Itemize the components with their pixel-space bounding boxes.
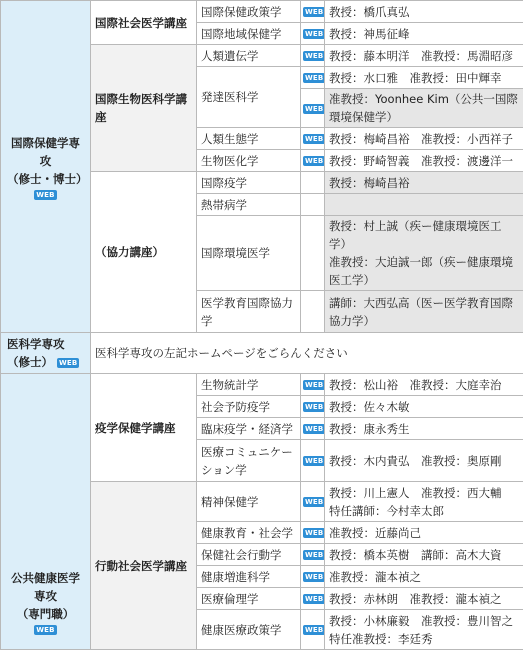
web-badge-dev-2[interactable]: WEB bbox=[303, 104, 325, 114]
web-badge-policy[interactable]: WEB bbox=[303, 7, 325, 17]
web-badge-genetics[interactable]: WEB bbox=[303, 51, 325, 61]
staff-genetics: 教授：藤本明洋 准教授：馬淵昭彦 bbox=[325, 45, 523, 67]
web-badge-health-edu[interactable]: WEB bbox=[303, 528, 325, 538]
subject-health-behavior: 保健社会行動学 bbox=[197, 544, 301, 566]
subject-biostatistics: 生物統計学 bbox=[197, 374, 301, 396]
staff-environmental: 教授：村上誠（疾ー健康環境医工学） 准教授：大迫誠一郎（疾ー健康環境医工学） bbox=[325, 216, 523, 291]
staff-dev-2: 准教授：Yoonhee Kim（公共一国際環境保健学） bbox=[325, 89, 523, 128]
web-badge-hpolicy[interactable]: WEB bbox=[303, 625, 325, 635]
subject-international-epidemiology: 国際疫学 bbox=[197, 172, 301, 194]
chair-epidemiology-health: 疫学保健学講座 bbox=[91, 374, 197, 482]
division-medical-science bbox=[1, 333, 91, 374]
web-badge-comm[interactable]: WEB bbox=[303, 456, 325, 466]
staff-tropical bbox=[325, 194, 523, 216]
subject-tropical-medicine: 熱帯病学 bbox=[197, 194, 301, 216]
web-badge-biochem[interactable]: WEB bbox=[303, 156, 325, 166]
staff-ethics: 教授：赤林朗 准教授：瀧本禎之 bbox=[325, 588, 523, 610]
web-badge-medical-science[interactable]: WEB bbox=[57, 358, 79, 368]
web-badge-biostat[interactable]: WEB bbox=[303, 380, 325, 390]
subject-mental-health: 精神保健学 bbox=[197, 482, 301, 522]
subject-health-promotion: 健康増進科学 bbox=[197, 566, 301, 588]
chair-international-biomedical: 国際生物医科学講座 bbox=[91, 45, 197, 172]
staff-policy: 教授：橋爪真弘 bbox=[325, 1, 523, 23]
web-badge-behavior[interactable]: WEB bbox=[303, 550, 325, 560]
subject-human-ecology: 人類生態学 bbox=[197, 128, 301, 150]
division-public-health bbox=[1, 374, 91, 650]
staff-ecology: 教授：梅崎昌裕 准教授：小西祥子 bbox=[325, 128, 523, 150]
chair-cooperative: （協力講座） bbox=[91, 172, 197, 333]
staff-epidemiology: 教授：梅崎昌裕 bbox=[325, 172, 523, 194]
medical-science-note: 医科学専攻の左記ホームページをごらんください bbox=[91, 333, 523, 374]
web-badge-mental[interactable]: WEB bbox=[303, 497, 325, 507]
staff-health-edu: 准教授：近藤尚己 bbox=[325, 522, 523, 544]
web-badge-ecology[interactable]: WEB bbox=[303, 134, 325, 144]
division-public-health-label: 公共健康医学専攻 （専門職） bbox=[7, 569, 84, 623]
subject-regional-health: 国際地域保健学 bbox=[197, 23, 301, 45]
staff-regional: 教授：神馬征峰 bbox=[325, 23, 523, 45]
subject-health-policy: 健康医療政策学 bbox=[197, 610, 301, 650]
web-badge-dev-1[interactable]: WEB bbox=[303, 73, 325, 83]
staff-mental: 教授：川上憲人 准教授：西大輔 特任講師：今村幸太郎 bbox=[325, 482, 523, 522]
subject-medical-education: 医学教育国際協力学 bbox=[197, 291, 301, 333]
subject-developmental-medical: 発達医科学 bbox=[197, 67, 301, 128]
subject-environmental-medicine: 国際環境医学 bbox=[197, 216, 301, 291]
staff-promo: 准教授：瀧本禎之 bbox=[325, 566, 523, 588]
subject-human-genetics: 人類遺伝学 bbox=[197, 45, 301, 67]
division-international-health bbox=[1, 1, 91, 333]
web-badge-ethics[interactable]: WEB bbox=[303, 594, 325, 604]
web-badge-public-health[interactable]: WEB bbox=[34, 625, 56, 635]
staff-prev: 教授：佐々木敏 bbox=[325, 396, 523, 418]
subject-health-education: 健康教育・社会学 bbox=[197, 522, 301, 544]
staff-clinical: 教授：康永秀生 bbox=[325, 418, 523, 440]
staff-dev-1: 教授：水口雅 准教授：田中輝幸 bbox=[325, 67, 523, 89]
web-badge-promo[interactable]: WEB bbox=[303, 572, 325, 582]
subject-biomedical-chemistry: 生物医化学 bbox=[197, 150, 301, 172]
subject-social-preventive: 社会予防疫学 bbox=[197, 396, 301, 418]
chair-behavioral-social: 行動社会医学講座 bbox=[91, 482, 197, 650]
staff-behavior: 教授：橋本英樹 講師：高木大資 bbox=[325, 544, 523, 566]
web-badge-regional[interactable]: WEB bbox=[303, 29, 325, 39]
staff-biostat: 教授：松山裕 准教授：大庭幸治 bbox=[325, 374, 523, 396]
web-badge-clinical[interactable]: WEB bbox=[303, 424, 325, 434]
staff-comm: 教授：木内貴弘 准教授：奥原剛 bbox=[325, 440, 523, 482]
subject-medical-communication: 医療コミュニケーション学 bbox=[197, 440, 301, 482]
subject-international-health-policy: 国際保健政策学 bbox=[197, 1, 301, 23]
staff-medical-education: 講師：大西弘高（医ー医学教育国際協力学） bbox=[325, 291, 523, 333]
chair-international-social-medicine: 国際社会医学講座 bbox=[91, 1, 197, 45]
staff-hpolicy: 教授：小林廉毅 准教授：豊川智之 特任准教授：李廷秀 bbox=[325, 610, 523, 650]
subject-clinical-economics: 臨床疫学・経済学 bbox=[197, 418, 301, 440]
division-medical-science-label: 医科学専攻（修士） bbox=[7, 337, 65, 369]
web-badge-international-health[interactable]: WEB bbox=[34, 190, 56, 200]
staff-biochem: 教授：野崎智義 准教授：渡邊洋一 bbox=[325, 150, 523, 172]
division-international-health-label: 国際保健学専攻 （修士・博士） bbox=[7, 134, 84, 188]
subject-medical-ethics: 医療倫理学 bbox=[197, 588, 301, 610]
web-badge-prev[interactable]: WEB bbox=[303, 402, 325, 412]
